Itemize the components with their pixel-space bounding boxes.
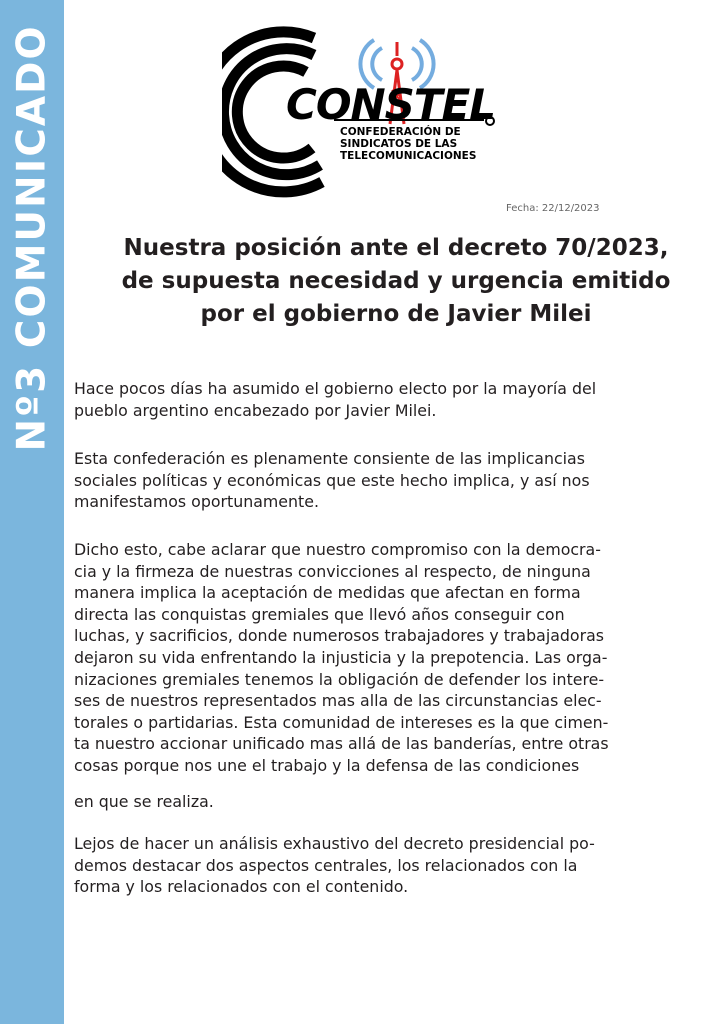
logo-subtitle [340, 126, 476, 162]
logo-subtitle-line: SINDICATOS DE LAS [340, 138, 458, 150]
body-line: manifestamos oportunamente. [74, 492, 319, 512]
paragraph [74, 539, 720, 777]
body-line: luchas, y sacrificios, donde numerosos trabajadores y trabajadoras [74, 626, 604, 646]
logo-subtitle-line: CONFEDERACIÓN DE [340, 126, 461, 138]
body-line: Lejos de hacer un análisis exhaustivo del decreto presidencial po- [74, 834, 595, 854]
logo-subtitle-line: TELECOMUNICACIONES [340, 150, 477, 162]
communique-number-label: Nº3 COMUNICADO [9, 24, 55, 452]
body-line: demos destacar dos aspectos centrales, los relacionados con la [74, 855, 578, 875]
body-line: pueblo argentino encabezado por Javier Milei. [74, 400, 437, 420]
title-line: por el gobierno de Javier Milei [200, 301, 592, 327]
sidebar-band [0, 0, 64, 1024]
body-line: cia y la firmeza de nuestras convicciones al respecto, de ninguna [74, 561, 591, 581]
body-line: manera implica la aceptación de medidas que afectan en forma [74, 583, 581, 603]
body-line: sociales políticas y económicas que este hecho implica, y así nos [74, 470, 590, 490]
body-line: Dicho esto, cabe aclarar que nuestro compromiso con la democra- [74, 539, 601, 559]
title-line: Nuestra posición ante el decreto 70/2023, [123, 235, 669, 261]
paragraph [74, 833, 720, 898]
document-title [68, 232, 724, 331]
body-line: directa las conquistas gremiales que llevó años conseguir con [74, 604, 565, 624]
title-line: de supuesta necesidad y urgencia emitido [121, 268, 671, 294]
body-line: forma y los relacionados con el contenido. [74, 877, 409, 897]
body-line: Hace pocos días ha asumido el gobierno electo por la mayoría del [74, 379, 597, 398]
body-line: dejaron su vida enfrentando la injusticia y la prepotencia. Las orga- [74, 647, 608, 667]
body-line: ta nuestro accionar unificado mas allá de las banderías, entre otras [74, 734, 609, 754]
body-line: en que se realiza. [74, 791, 214, 811]
body-line: torales o partidarias. Esta comunidad de intereses es la que cimen- [74, 712, 609, 732]
body-line: Esta confederación es plenamente consiente de las implicancias [74, 449, 585, 469]
body-line: cosas porque nos une el trabajo y la defensa de las condiciones [74, 755, 580, 775]
constel-logo [222, 24, 502, 204]
logo-wordmark: CONSTEL [286, 80, 496, 129]
paragraph [74, 378, 720, 421]
body-line: nizaciones gremiales tenemos la obligación de defender los intere- [74, 669, 605, 689]
body-line: ses de nuestros representados mas alla de las circunstancias elec- [74, 691, 602, 711]
paragraph [74, 448, 720, 513]
document-date: Fecha: 22/12/2023 [506, 203, 600, 214]
document-body [74, 378, 720, 898]
paragraph [74, 791, 720, 813]
